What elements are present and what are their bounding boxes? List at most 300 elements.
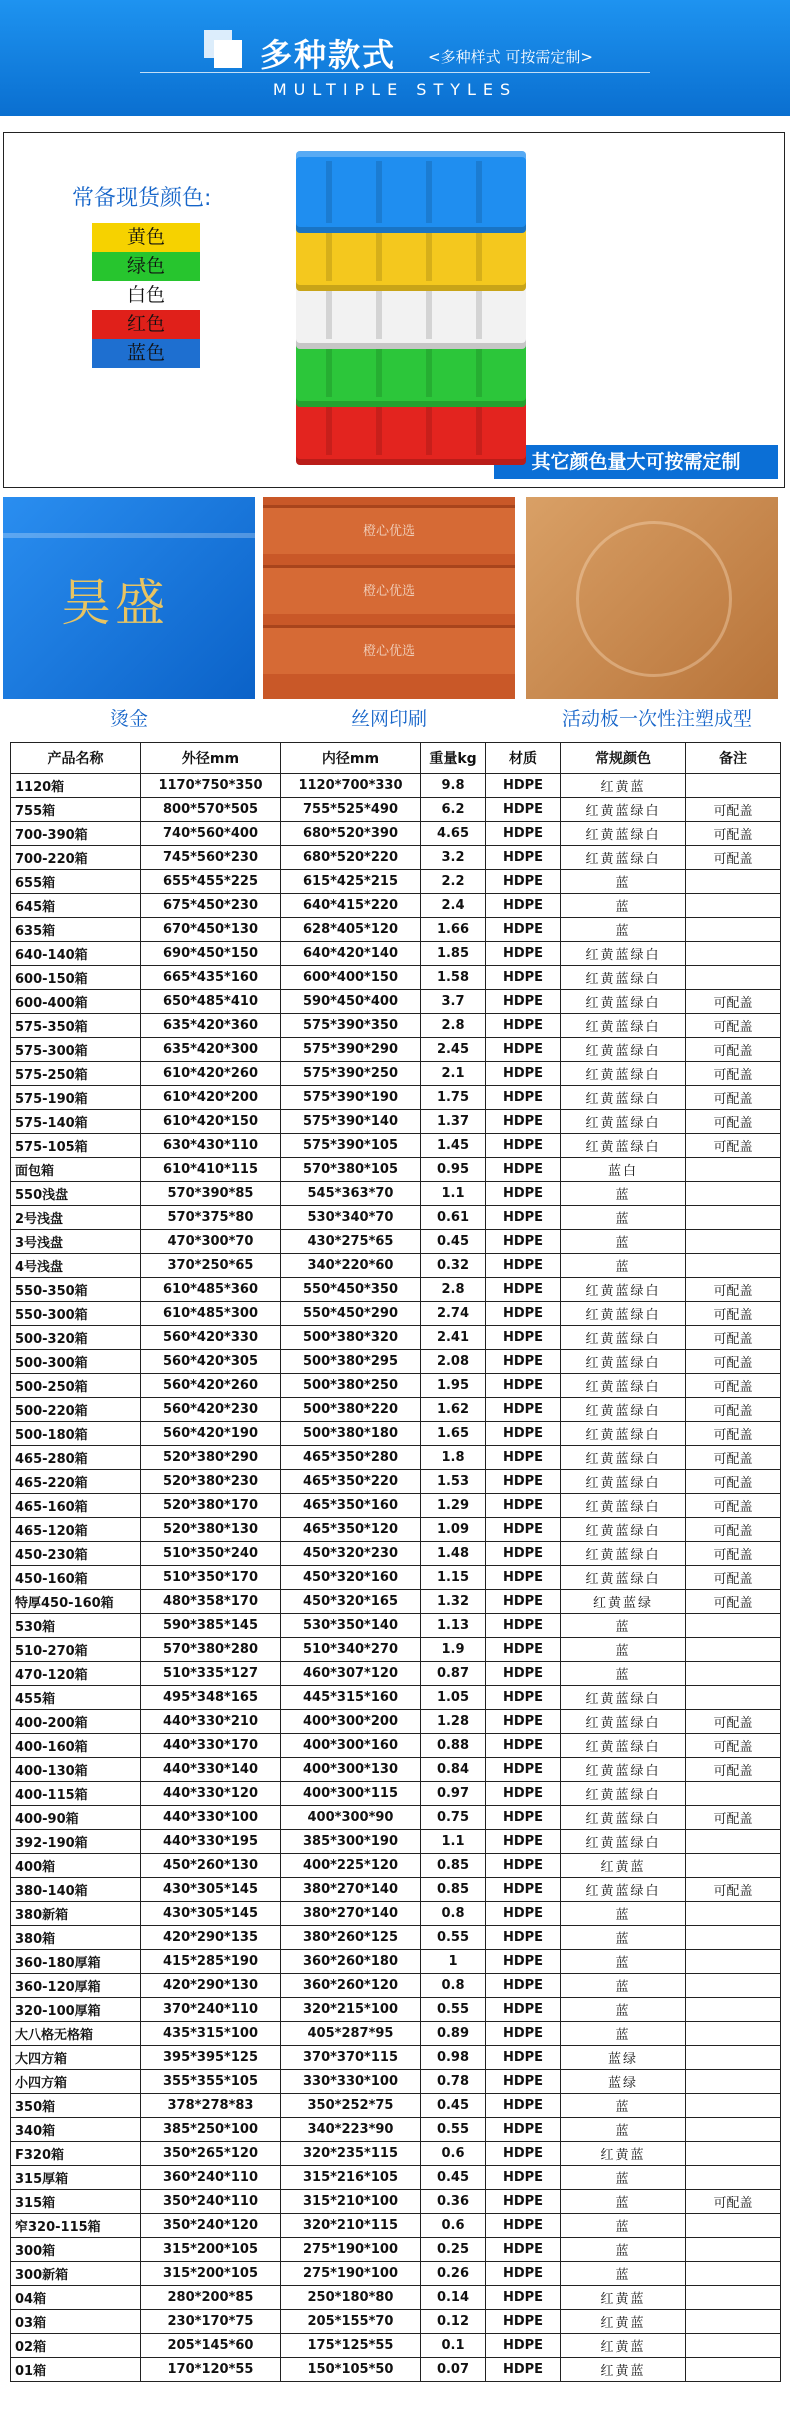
table-row (11, 1590, 781, 1614)
table-cell: 575*390*350 (281, 1014, 421, 1038)
table-cell: HDPE (486, 2238, 561, 2262)
table-row (11, 1326, 781, 1350)
table-row (11, 798, 781, 822)
table-row (11, 1398, 781, 1422)
table-row (11, 846, 781, 870)
table-cell: 550-300箱 (11, 1302, 141, 1326)
crate-rib (476, 161, 482, 223)
table-cell (686, 2166, 781, 2190)
table-cell: 455箱 (11, 1686, 141, 1710)
table-cell: 520*380*170 (141, 1494, 281, 1518)
table-cell (686, 1830, 781, 1854)
table-cell: 575*390*140 (281, 1110, 421, 1134)
table-cell: HDPE (486, 1110, 561, 1134)
table-cell: 1.53 (421, 1470, 486, 1494)
custom-color-banner: 其它颜色量大可按需定制 (494, 445, 778, 479)
table-cell: 可配盖 (686, 1038, 781, 1062)
table-cell: HDPE (486, 1230, 561, 1254)
table-cell: 红黄蓝 (561, 2142, 686, 2166)
table-cell (686, 2094, 781, 2118)
table-cell (686, 1926, 781, 1950)
table-cell: 350箱 (11, 2094, 141, 2118)
table-cell: 380*270*140 (281, 1902, 421, 1926)
table-cell: 610*420*200 (141, 1086, 281, 1110)
table-cell: 250*180*80 (281, 2286, 421, 2310)
table-row (11, 1254, 781, 1278)
table-cell: 465-160箱 (11, 1494, 141, 1518)
crate-stack-image (296, 151, 526, 471)
table-cell: 645箱 (11, 894, 141, 918)
table-row (11, 1518, 781, 1542)
table-cell: 360-180厚箱 (11, 1950, 141, 1974)
table-cell: 0.61 (421, 1206, 486, 1230)
table-cell: 575-300箱 (11, 1038, 141, 1062)
table-cell: 0.98 (421, 2046, 486, 2070)
header-banner (0, 0, 790, 116)
table-cell: 400箱 (11, 1854, 141, 1878)
table-cell: 0.78 (421, 2070, 486, 2094)
table-cell: 0.8 (421, 1902, 486, 1926)
table-row (11, 1566, 781, 1590)
table-cell: 红黄蓝绿白 (561, 1734, 686, 1758)
table-row (11, 2310, 781, 2334)
table-cell: 蓝 (561, 2238, 686, 2262)
table-cell: 435*315*100 (141, 2022, 281, 2046)
table-cell: HDPE (486, 870, 561, 894)
table-cell: HDPE (486, 1470, 561, 1494)
table-cell: 450*320*165 (281, 1590, 421, 1614)
table-cell: 690*450*150 (141, 942, 281, 966)
table-cell: HDPE (486, 2094, 561, 2118)
table-cell: 可配盖 (686, 1566, 781, 1590)
table-cell: 500*380*295 (281, 1350, 421, 1374)
table-cell: 300新箱 (11, 2262, 141, 2286)
table-cell: 可配盖 (686, 1086, 781, 1110)
table-cell: 470-120箱 (11, 1662, 141, 1686)
table-cell: 470*300*70 (141, 1230, 281, 1254)
table-cell: 0.32 (421, 1254, 486, 1278)
table-cell: 1.48 (421, 1542, 486, 1566)
table-cell: 392-190箱 (11, 1830, 141, 1854)
table-cell: 800*570*505 (141, 798, 281, 822)
table-cell: 04箱 (11, 2286, 141, 2310)
table-cell: 03箱 (11, 2310, 141, 2334)
table-row (11, 1926, 781, 1950)
table-cell: 570*375*80 (141, 1206, 281, 1230)
table-cell: HDPE (486, 1590, 561, 1614)
table-cell: 2号浅盘 (11, 1206, 141, 1230)
table-cell: 600-150箱 (11, 966, 141, 990)
table-cell: 红黄蓝绿白 (561, 1542, 686, 1566)
table-row (11, 990, 781, 1014)
table-cell: 450*260*130 (141, 1854, 281, 1878)
table-cell: 可配盖 (686, 1350, 781, 1374)
table-cell: 可配盖 (686, 990, 781, 1014)
table-cell: 500*380*220 (281, 1398, 421, 1422)
table-cell (686, 1182, 781, 1206)
table-header-cell: 重量kg (421, 743, 486, 774)
table-cell: 320-100厚箱 (11, 1998, 141, 2022)
table-cell: 550浅盘 (11, 1182, 141, 1206)
table-cell: 0.25 (421, 2238, 486, 2262)
table-cell: 340*223*90 (281, 2118, 421, 2142)
table-cell: 小四方箱 (11, 2070, 141, 2094)
table-cell (686, 918, 781, 942)
table-cell: 610*485*300 (141, 1302, 281, 1326)
table-cell: 430*305*145 (141, 1878, 281, 1902)
table-cell: 可配盖 (686, 1470, 781, 1494)
table-cell: 500-300箱 (11, 1350, 141, 1374)
table-cell: 275*190*100 (281, 2262, 421, 2286)
table-cell: 575-190箱 (11, 1086, 141, 1110)
table-cell: 570*380*280 (141, 1638, 281, 1662)
table-cell: HDPE (486, 1398, 561, 1422)
table-cell: HDPE (486, 2262, 561, 2286)
table-cell: 蓝 (561, 1902, 686, 1926)
table-cell: 315厚箱 (11, 2166, 141, 2190)
table-cell (686, 894, 781, 918)
crate (296, 151, 526, 233)
table-cell: HDPE (486, 1206, 561, 1230)
table-cell: 蓝 (561, 1950, 686, 1974)
table-cell: 570*390*85 (141, 1182, 281, 1206)
table-cell: 500*380*180 (281, 1422, 421, 1446)
color-swatch: 蓝色 (92, 339, 200, 368)
table-cell: 蓝 (561, 1230, 686, 1254)
table-cell: 430*275*65 (281, 1230, 421, 1254)
table-cell: 755箱 (11, 798, 141, 822)
silk-screen-photo (263, 497, 515, 699)
table-row (11, 1158, 781, 1182)
table-cell: 380-140箱 (11, 1878, 141, 1902)
table-cell: 2.41 (421, 1326, 486, 1350)
table-row (11, 1038, 781, 1062)
table-cell: 红黄蓝 (561, 2334, 686, 2358)
table-cell: 蓝 (561, 1182, 686, 1206)
table-row (11, 822, 781, 846)
table-cell: HDPE (486, 1014, 561, 1038)
table-row (11, 1302, 781, 1326)
crate-rib (426, 161, 432, 223)
table-cell: 400-200箱 (11, 1710, 141, 1734)
table-row (11, 1782, 781, 1806)
table-cell: 340*220*60 (281, 1254, 421, 1278)
table-cell: 370*370*115 (281, 2046, 421, 2070)
table-row (11, 1470, 781, 1494)
table-cell: 蓝 (561, 1998, 686, 2022)
table-cell (686, 1254, 781, 1278)
table-cell: 可配盖 (686, 1062, 781, 1086)
table-cell: 蓝 (561, 2166, 686, 2190)
table-cell (686, 1998, 781, 2022)
table-cell (686, 2334, 781, 2358)
table-cell: 640-140箱 (11, 942, 141, 966)
table-cell: 红黄蓝绿白 (561, 1470, 686, 1494)
table-cell: HDPE (486, 2070, 561, 2094)
table-cell: 4号浅盘 (11, 1254, 141, 1278)
table-cell: 420*290*130 (141, 1974, 281, 1998)
photo-caption-injection-molding: 活动板一次性注塑成型 (561, 708, 752, 730)
table-cell: 740*560*400 (141, 822, 281, 846)
table-cell: HDPE (486, 1446, 561, 1470)
table-cell: 可配盖 (686, 2190, 781, 2214)
table-cell: 465*350*220 (281, 1470, 421, 1494)
table-row (11, 1710, 781, 1734)
table-cell: HDPE (486, 2190, 561, 2214)
table-row (11, 1830, 781, 1854)
table-cell: 红黄蓝 (561, 2310, 686, 2334)
table-row (11, 1230, 781, 1254)
table-cell: 2.2 (421, 870, 486, 894)
table-cell: HDPE (486, 1350, 561, 1374)
table-cell: 400-160箱 (11, 1734, 141, 1758)
table-cell: 655箱 (11, 870, 141, 894)
table-cell: 红黄蓝绿白 (561, 1446, 686, 1470)
table-cell: 355*355*105 (141, 2070, 281, 2094)
table-cell: HDPE (486, 1638, 561, 1662)
table-cell: 可配盖 (686, 1302, 781, 1326)
table-cell: 0.8 (421, 1974, 486, 1998)
table-cell: 0.45 (421, 2166, 486, 2190)
color-swatch: 绿色 (92, 252, 200, 281)
table-row (11, 1494, 781, 1518)
table-cell: HDPE (486, 1326, 561, 1350)
table-cell: 0.26 (421, 2262, 486, 2286)
table-cell: HDPE (486, 918, 561, 942)
table-cell: 510*350*240 (141, 1542, 281, 1566)
table-cell: 3号浅盘 (11, 1230, 141, 1254)
table-row (11, 1950, 781, 1974)
table-cell: 610*420*260 (141, 1062, 281, 1086)
table-cell: 0.6 (421, 2142, 486, 2166)
table-cell: 450*320*230 (281, 1542, 421, 1566)
table-cell: 蓝 (561, 1662, 686, 1686)
table-row (11, 2118, 781, 2142)
table-cell: HDPE (486, 1998, 561, 2022)
table-cell: 635*420*360 (141, 1014, 281, 1038)
table-cell: 635箱 (11, 918, 141, 942)
table-cell (686, 2238, 781, 2262)
table-cell: 红黄蓝 (561, 774, 686, 798)
table-row (11, 1854, 781, 1878)
table-cell: HDPE (486, 2046, 561, 2070)
table-cell: 蓝 (561, 1638, 686, 1662)
table-cell: HDPE (486, 774, 561, 798)
table-cell: HDPE (486, 1710, 561, 1734)
table-cell: 蓝 (561, 2118, 686, 2142)
table-cell: 510-270箱 (11, 1638, 141, 1662)
table-cell: 600-400箱 (11, 990, 141, 1014)
table-cell: 红黄蓝绿白 (561, 1710, 686, 1734)
table-cell: 275*190*100 (281, 2238, 421, 2262)
table-cell: 2.8 (421, 1014, 486, 1038)
table-cell: 350*240*110 (141, 2190, 281, 2214)
table-cell: HDPE (486, 2118, 561, 2142)
table-cell: 315*216*105 (281, 2166, 421, 2190)
table-cell: 蓝 (561, 2190, 686, 2214)
table-cell: 01箱 (11, 2358, 141, 2382)
table-cell: HDPE (486, 1542, 561, 1566)
table-cell: 大八格无格箱 (11, 2022, 141, 2046)
table-cell: 1.28 (421, 1710, 486, 1734)
table-cell: 红黄蓝绿白 (561, 1686, 686, 1710)
table-cell: HDPE (486, 1302, 561, 1326)
table-cell: 1.09 (421, 1518, 486, 1542)
table-cell: 红黄蓝绿白 (561, 1494, 686, 1518)
table-cell: 1.32 (421, 1590, 486, 1614)
table-cell: HDPE (486, 1950, 561, 1974)
table-row (11, 1110, 781, 1134)
table-cell: 0.36 (421, 2190, 486, 2214)
table-row (11, 1542, 781, 1566)
table-cell: 红黄蓝绿白 (561, 966, 686, 990)
table-cell: 红黄蓝 (561, 2286, 686, 2310)
table-cell: 1.37 (421, 1110, 486, 1134)
table-cell: HDPE (486, 2022, 561, 2046)
table-cell: HDPE (486, 1830, 561, 1854)
table-cell: HDPE (486, 1374, 561, 1398)
table-row (11, 1350, 781, 1374)
table-cell: 红黄蓝绿白 (561, 798, 686, 822)
table-cell: 1.13 (421, 1614, 486, 1638)
table-cell: 465*350*120 (281, 1518, 421, 1542)
table-cell: 440*330*195 (141, 1830, 281, 1854)
table-row (11, 2262, 781, 2286)
table-cell: 465-280箱 (11, 1446, 141, 1470)
table-cell: 可配盖 (686, 1446, 781, 1470)
table-cell: 蓝 (561, 1614, 686, 1638)
table-cell: 可配盖 (686, 822, 781, 846)
table-cell: 495*348*165 (141, 1686, 281, 1710)
table-row (11, 2238, 781, 2262)
table-cell: HDPE (486, 1422, 561, 1446)
table-cell: 380新箱 (11, 1902, 141, 1926)
table-cell: 465-220箱 (11, 1470, 141, 1494)
table-cell: 02箱 (11, 2334, 141, 2358)
table-cell (686, 2214, 781, 2238)
table-cell: 440*330*170 (141, 1734, 281, 1758)
table-cell (686, 2118, 781, 2142)
table-cell: 蓝 (561, 2262, 686, 2286)
table-cell: 可配盖 (686, 1494, 781, 1518)
table-row (11, 942, 781, 966)
crate-rib (376, 161, 382, 223)
table-cell (686, 1662, 781, 1686)
table-cell: 0.85 (421, 1878, 486, 1902)
table-cell: HDPE (486, 1518, 561, 1542)
table-cell (686, 1158, 781, 1182)
table-header-cell: 备注 (686, 743, 781, 774)
table-cell: 440*330*210 (141, 1710, 281, 1734)
table-cell: 2.4 (421, 894, 486, 918)
table-cell: HDPE (486, 990, 561, 1014)
table-cell: F320箱 (11, 2142, 141, 2166)
table-cell: 320*210*115 (281, 2214, 421, 2238)
injection-molding-photo (526, 497, 778, 699)
table-cell: HDPE (486, 1134, 561, 1158)
table-row (11, 1614, 781, 1638)
table-cell: 蓝白 (561, 1158, 686, 1182)
table-cell: 1.58 (421, 966, 486, 990)
table-cell: 蓝 (561, 870, 686, 894)
table-cell: 315*200*105 (141, 2262, 281, 2286)
table-cell: 1.05 (421, 1686, 486, 1710)
table-cell: 405*287*95 (281, 2022, 421, 2046)
printed-brand-text: 橙心优选 (362, 584, 415, 599)
table-cell: 红黄蓝绿白 (561, 1806, 686, 1830)
table-cell: 0.85 (421, 1854, 486, 1878)
table-cell: 530*350*140 (281, 1614, 421, 1638)
table-cell: HDPE (486, 2286, 561, 2310)
table-cell: HDPE (486, 846, 561, 870)
table-cell: 蓝 (561, 1206, 686, 1230)
table-cell: 510*335*127 (141, 1662, 281, 1686)
table-row (11, 1446, 781, 1470)
table-cell: 500-320箱 (11, 1326, 141, 1350)
table-header-cell: 材质 (486, 743, 561, 774)
color-options-caption: 常备现货颜色: (72, 186, 212, 211)
table-cell: 1.1 (421, 1830, 486, 1854)
table-cell: 610*420*150 (141, 1110, 281, 1134)
table-cell: 0.84 (421, 1758, 486, 1782)
table-cell: 395*395*125 (141, 2046, 281, 2070)
table-cell: 蓝 (561, 2214, 686, 2238)
table-row (11, 1902, 781, 1926)
table-cell: 2.1 (421, 1062, 486, 1086)
table-body (11, 774, 781, 2382)
table-cell: HDPE (486, 1782, 561, 1806)
table-cell: 628*405*120 (281, 918, 421, 942)
table-cell: 575*390*290 (281, 1038, 421, 1062)
table-cell: 1.29 (421, 1494, 486, 1518)
table-row (11, 2190, 781, 2214)
table-cell: 615*425*215 (281, 870, 421, 894)
table-cell: 0.55 (421, 2118, 486, 2142)
table-cell: 1.75 (421, 1086, 486, 1110)
table-cell: HDPE (486, 2142, 561, 2166)
table-cell: 430*305*145 (141, 1902, 281, 1926)
table-cell: 460*307*120 (281, 1662, 421, 1686)
table-cell: 675*450*230 (141, 894, 281, 918)
table-cell: 1.85 (421, 942, 486, 966)
table-row (11, 1182, 781, 1206)
table-cell: 蓝 (561, 2022, 686, 2046)
table-cell: 575-105箱 (11, 1134, 141, 1158)
table-cell: 175*125*55 (281, 2334, 421, 2358)
hot-stamp-logo-text: 昊盛 (61, 574, 169, 632)
table-cell: 1170*750*350 (141, 774, 281, 798)
table-cell: 红黄蓝绿白 (561, 1110, 686, 1134)
table-row (11, 2358, 781, 2382)
table-cell: HDPE (486, 1158, 561, 1182)
table-cell: 520*380*290 (141, 1446, 281, 1470)
table-cell: 560*420*190 (141, 1422, 281, 1446)
table-cell: 560*420*260 (141, 1374, 281, 1398)
table-cell: 红黄蓝绿白 (561, 1398, 686, 1422)
table-cell: 610*410*115 (141, 1158, 281, 1182)
table-cell (686, 1950, 781, 1974)
table-row (11, 2022, 781, 2046)
table-cell: 340箱 (11, 2118, 141, 2142)
table-cell (686, 2358, 781, 2382)
table-cell: 590*450*400 (281, 990, 421, 1014)
table-cell: 500*380*320 (281, 1326, 421, 1350)
table-cell: 400*300*90 (281, 1806, 421, 1830)
table-cell: HDPE (486, 1494, 561, 1518)
table-row (11, 2334, 781, 2358)
table-cell: 2.74 (421, 1302, 486, 1326)
table-cell (686, 2022, 781, 2046)
